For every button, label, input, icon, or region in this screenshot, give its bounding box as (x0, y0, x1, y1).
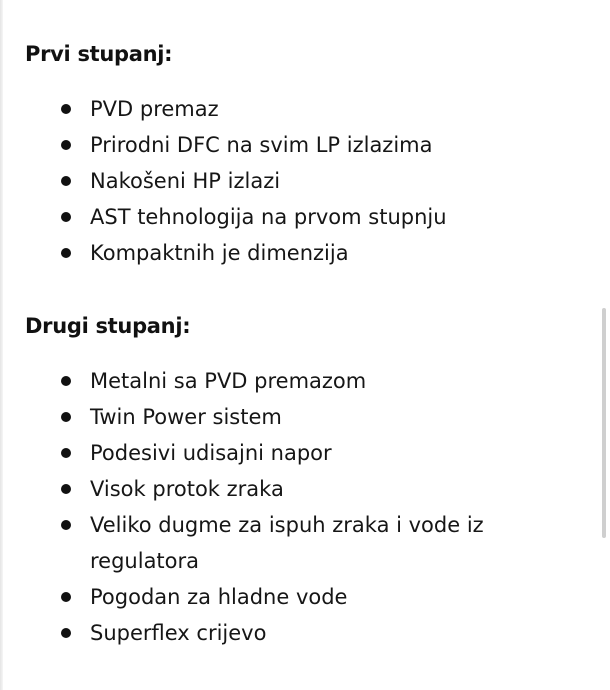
list-item (25, 615, 585, 651)
bullet-icon (61, 448, 71, 458)
list-item (25, 399, 585, 435)
list-item (25, 91, 585, 127)
list-item (25, 507, 585, 579)
list-item-text: Pogodan za hladne vode (90, 585, 348, 609)
bullet-icon (61, 412, 71, 422)
list-item-text: Veliko dugme za ispuh zraka i vode iz regulatora (90, 513, 484, 573)
list-item-text: Podesivi udisajni napor (90, 441, 332, 465)
feature-list (25, 91, 585, 271)
bullet-icon (61, 484, 71, 494)
scrollbar-thumb[interactable] (602, 308, 606, 538)
bullet-icon (61, 592, 71, 602)
bullet-icon (61, 140, 71, 150)
list-item-text: Prirodni DFC na svim LP izlazima (90, 133, 433, 157)
list-item-text: Superflex crijevo (90, 621, 267, 645)
list-item-text: Kompaktnih je dimenzija (90, 241, 349, 265)
list-item-text: PVD premaz (90, 97, 219, 121)
list-item (25, 127, 585, 163)
bullet-icon (61, 248, 71, 258)
list-item (25, 579, 585, 615)
bullet-icon (61, 176, 71, 186)
bullet-icon (61, 628, 71, 638)
list-item (25, 199, 585, 235)
list-item-text: Visok protok zraka (90, 477, 284, 501)
list-item (25, 471, 585, 507)
list-item (25, 363, 585, 399)
list-item-text: AST tehnologija na prvom stupnju (90, 205, 447, 229)
list-item (25, 435, 585, 471)
feature-list (25, 363, 585, 651)
list-item (25, 235, 585, 271)
list-item (25, 163, 585, 199)
bullet-icon (61, 520, 71, 530)
list-item-text: Nakošeni HP izlazi (90, 169, 281, 193)
bullet-icon (61, 212, 71, 222)
section-heading: Prvi stupanj: (25, 42, 173, 66)
list-item-text: Twin Power sistem (90, 405, 282, 429)
section-heading: Drugi stupanj: (25, 314, 191, 338)
page-edge-shadow (0, 0, 3, 690)
bullet-icon (61, 104, 71, 114)
bullet-icon (61, 376, 71, 386)
list-item-text: Metalni sa PVD premazom (90, 369, 367, 393)
